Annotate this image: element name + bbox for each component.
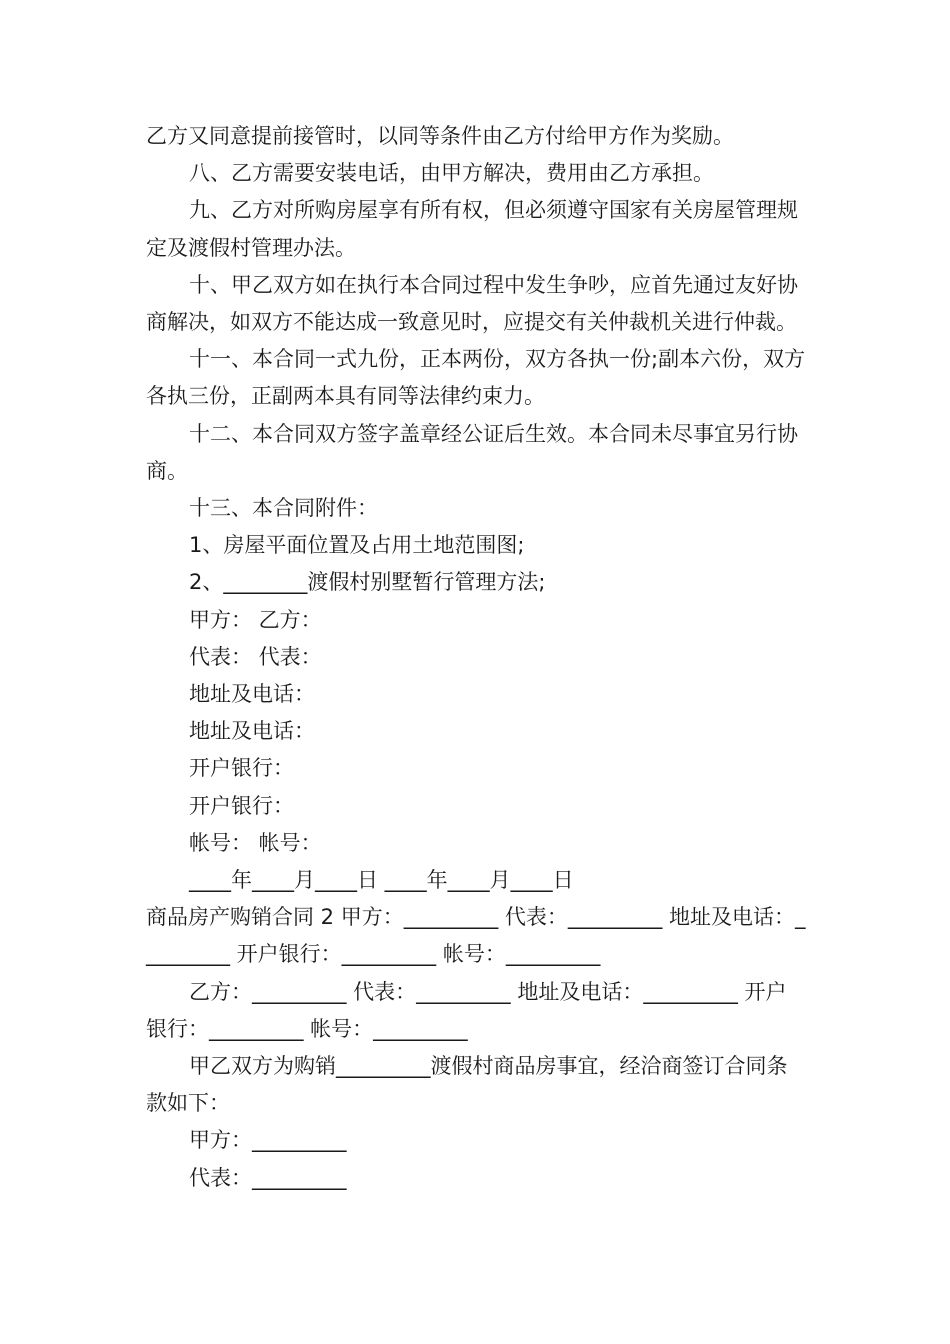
signature-line: 地址及电话： [189,719,315,744]
paragraph: 九、乙方对所购房屋享有所有权，但必须遵守国家有关房屋管理规定及渡假村管理办法。 [146,198,798,260]
paragraph: 1、房屋平面位置及占用土地范围图; [189,533,525,558]
signature-line: 帐号： 帐号： [189,830,322,855]
paragraph: 十二、本合同双方签字盖章经公证后生效。本合同未尽事宜另行协商。 [146,421,798,483]
paragraph: 2、________渡假村别墅暂行管理方法; [189,570,546,595]
signature-line: 甲方：_________ [189,1128,347,1153]
paragraph: 十、甲乙双方如在执行本合同过程中发生争吵，应首先通过友好协商解决，如双方不能达成一致意见时，应提交有关仲裁机关进行仲裁。 [146,272,798,335]
paragraph: 甲乙双方为购销_________渡假村商品房事宜，经洽商签订合同条款如下： [146,1054,788,1116]
paragraph: 十三、本合同附件： [189,496,378,521]
date-line: ____年____月____日 ____年____月____日 [189,868,574,893]
signature-line: 开户银行： [189,793,294,818]
signature-line: 地址及电话： [189,682,315,707]
document-body [146,118,806,1197]
paragraph: 乙方又同意提前接管时，以同等条件由乙方付给甲方作为奖励。 [146,124,734,148]
contract-heading: 商品房产购销合同 2 甲方：_________ 代表：_________ 地址及电话：_________ 开户银行：_________ 帐号：_________ [146,905,806,967]
signature-line: 代表： 代表： [189,644,322,669]
signature-line: 甲方： 乙方： [189,607,322,632]
paragraph: 十一、本合同一式九份，正本两份，双方各执一份;副本六份，双方各执三份，正副两本具有同等法律约束力。 [146,347,806,409]
signature-line: 代表：_________ [189,1165,347,1190]
paragraph: 乙方：_________ 代表：_________ 地址及电话：_________ 开户银行：_________ 帐号：_________ [146,979,787,1041]
signature-line: 开户银行： [189,756,294,781]
paragraph: 八、乙方需要安装电话，由甲方解决，费用由乙方承担。 [189,161,714,186]
